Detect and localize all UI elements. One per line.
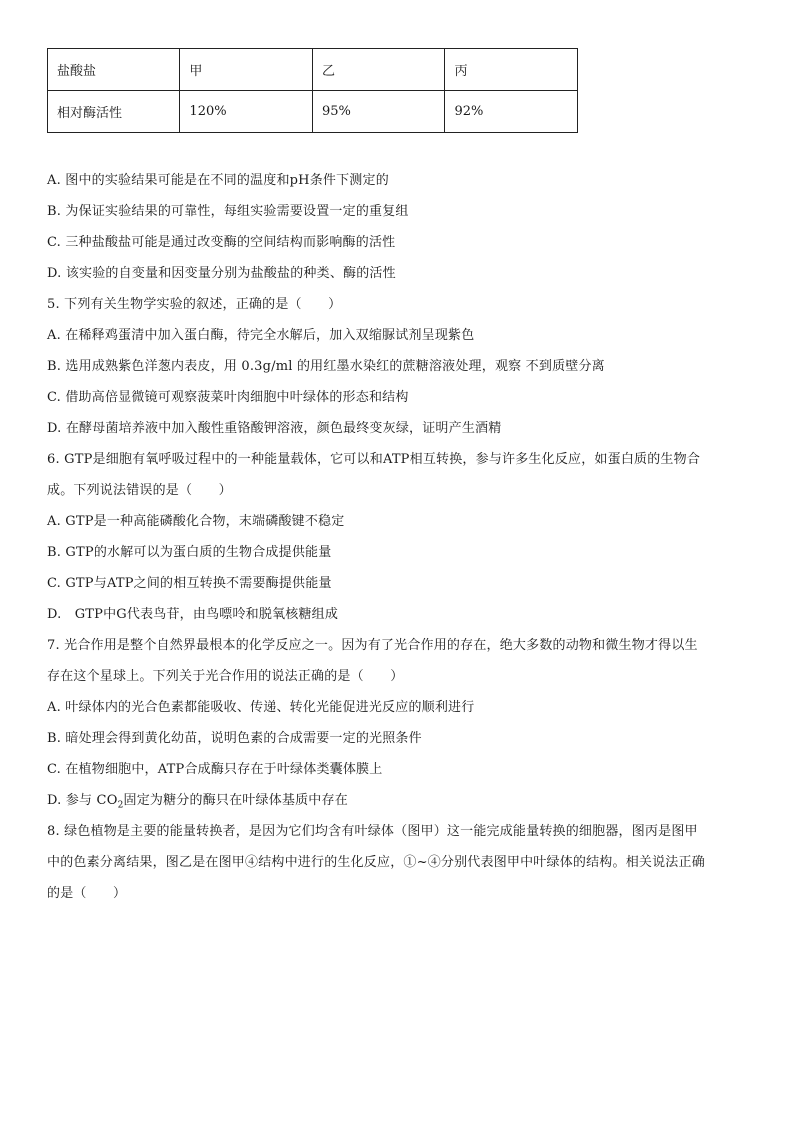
q8-stem-line-3: 的是（ ）: [47, 886, 127, 901]
q7-option-c: C. 在植物细胞中，ATP合成酶只存在于叶绿体类囊体膜上: [47, 762, 383, 777]
table-cell: 乙: [312, 49, 445, 91]
subscript-2: 2: [117, 800, 124, 811]
table-cell: 丙: [445, 49, 578, 91]
table-cell: 92%: [445, 91, 578, 133]
q5-option-c: C. 借助高倍显微镜可观察菠菜叶肉细胞中叶绿体的形态和结构: [47, 390, 409, 405]
q7-stem-line-2: 存在这个星球上。下列关于光合作用的说法正确的是（ ）: [47, 669, 404, 684]
q6-option-d: D. GTP中G代表鸟苷，由鸟嘌呤和脱氧核糖组成: [47, 607, 339, 622]
q6-option-c: C. GTP与ATP之间的相互转换不需要酶提供能量: [47, 576, 332, 591]
q4-option-b: B. 为保证实验结果的可靠性，每组实验需要设置一定的重复组: [47, 204, 409, 219]
q5-option-d: D. 在酵母菌培养液中加入酸性重铬酸钾溶液，颜色最终变灰绿，证明产生酒精: [47, 421, 502, 436]
q7-stem-line-1: 7. 光合作用是整个自然界最根本的化学反应之一。因为有了光合作用的存在，绝大多数的动物和微生物才得以生: [47, 638, 698, 653]
q4-option-c: C. 三种盐酸盐可能是通过改变酶的空间结构而影响酶的活性: [47, 235, 396, 250]
q4-option-d: D. 该实验的自变量和因变量分别为盐酸盐的种类、酶的活性: [47, 266, 396, 281]
q7-option-d: [47, 788, 747, 819]
q7-option-a: A. 叶绿体内的光合色素都能吸收、传递、转化光能促进光反应的顺利进行: [47, 700, 475, 715]
table-row: [48, 91, 578, 133]
table-cell: 120%: [180, 91, 313, 133]
q4-option-a: A. 图中的实验结果可能是在不同的温度和pH条件下测定的: [47, 173, 389, 188]
q6-option-a: A. GTP是一种高能磷酸化合物，末端磷酸键不稳定: [47, 514, 345, 529]
table-cell: 盐酸盐: [48, 49, 180, 91]
table-cell: 相对酶活性: [48, 91, 180, 133]
q7-option-d-pre: D. 参与 CO: [47, 793, 118, 808]
question-text: [47, 168, 747, 912]
q6-option-b: B. GTP的水解可以为蛋白质的生物合成提供能量: [47, 545, 332, 560]
table-cell: 95%: [312, 91, 445, 133]
table-header-row: [48, 49, 578, 91]
table-cell: 甲: [180, 49, 313, 91]
q6-stem-line-1: 6. GTP是细胞有氧呼吸过程中的一种能量载体，它可以和ATP相互转换，参与许多生化反应，如蛋白质的生物合: [47, 452, 701, 467]
q8-stem-line-2: 中的色素分离结果，图乙是在图甲④结构中进行的生化反应，①~④分别代表图甲中叶绿体的结构。相关说法正确: [47, 855, 705, 870]
q8-stem-line-1: 8. 绿色植物是主要的能量转换者，是因为它们均含有叶绿体（图甲）这一能完成能量转换的细胞器，图丙是图甲: [47, 824, 698, 839]
q7-option-d-post: 固定为糖分的酶只在叶绿体基质中存在: [123, 793, 348, 808]
q5-option-b: B. 选用成熟紫色洋葱内表皮，用 0.3g/ml 的用红墨水染红的蔗糖溶液处理，观察 不到质壁分离: [47, 359, 605, 374]
q5-stem: 5. 下列有关生物学实验的叙述，正确的是（ ）: [47, 297, 342, 312]
q7-option-b: B. 暗处理会得到黄化幼苗，说明色素的合成需要一定的光照条件: [47, 731, 422, 746]
q5-option-a: A. 在稀释鸡蛋清中加入蛋白酶，待完全水解后，加入双缩脲试剂呈现紫色: [47, 328, 475, 343]
q6-stem-line-2: 成。下列说法错误的是（ ）: [47, 483, 232, 498]
enzyme-activity-table: [47, 48, 578, 133]
